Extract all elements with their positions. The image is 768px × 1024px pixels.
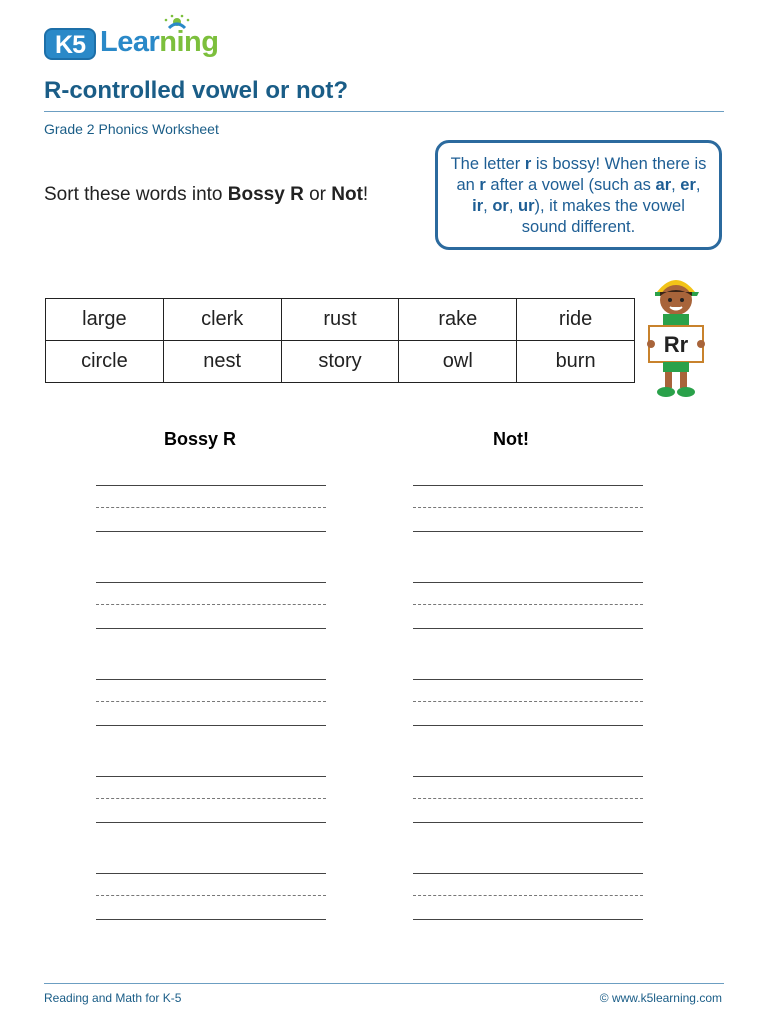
writing-line-group[interactable] xyxy=(96,868,326,965)
instruction-text: Sort these words into Bossy R or Not! xyxy=(44,184,369,205)
footer-tagline: Reading and Math for K-5 xyxy=(44,991,182,1005)
word-cell: ride xyxy=(517,299,635,341)
writing-line-group[interactable] xyxy=(413,674,643,771)
table-row xyxy=(46,299,635,341)
word-bank-table xyxy=(45,298,635,383)
writing-line-group[interactable] xyxy=(96,771,326,868)
not-column-heading: Not! xyxy=(493,429,529,449)
logo-badge: K5 xyxy=(44,28,96,60)
word-cell: rake xyxy=(399,299,517,341)
page-subtitle: Grade 2 Phonics Worksheet xyxy=(44,121,219,137)
writing-line-group[interactable] xyxy=(413,480,643,577)
writing-line-group[interactable] xyxy=(413,771,643,868)
word-cell: rust xyxy=(281,299,399,341)
writing-line-group[interactable] xyxy=(413,868,643,965)
word-cell: clerk xyxy=(163,299,281,341)
bossy-r-callout: The letter r is bossy! When there is an r after a vowel (such as ar, er, ir, or, ur), it makes the vowel sound different. xyxy=(435,140,722,250)
word-cell: large xyxy=(46,299,164,341)
writing-line-group[interactable] xyxy=(413,577,643,674)
writing-line-group[interactable] xyxy=(96,674,326,771)
word-cell: burn xyxy=(517,341,635,383)
bossy-r-writing-lines xyxy=(96,480,326,965)
word-cell: circle xyxy=(46,341,164,383)
writing-line-group[interactable] xyxy=(96,577,326,674)
word-cell: nest xyxy=(163,341,281,383)
word-cell: story xyxy=(281,341,399,383)
writing-line-group[interactable] xyxy=(96,480,326,577)
footer-website-link[interactable]: © www.k5learning.com xyxy=(599,991,722,1005)
k5-learning-logo xyxy=(44,14,219,62)
kid-sign-text: Rr xyxy=(663,332,689,357)
logo-wordmark: Learning xyxy=(100,26,219,58)
bossy-r-column-heading: Bossy R xyxy=(164,429,237,449)
footer-divider xyxy=(44,983,724,984)
table-row xyxy=(46,341,635,383)
not-writing-lines xyxy=(413,480,643,965)
page-title: R-controlled vowel or not? xyxy=(44,77,348,104)
kid-holding-sign-illustration xyxy=(643,270,709,402)
word-cell: owl xyxy=(399,341,517,383)
header-divider xyxy=(44,111,724,112)
